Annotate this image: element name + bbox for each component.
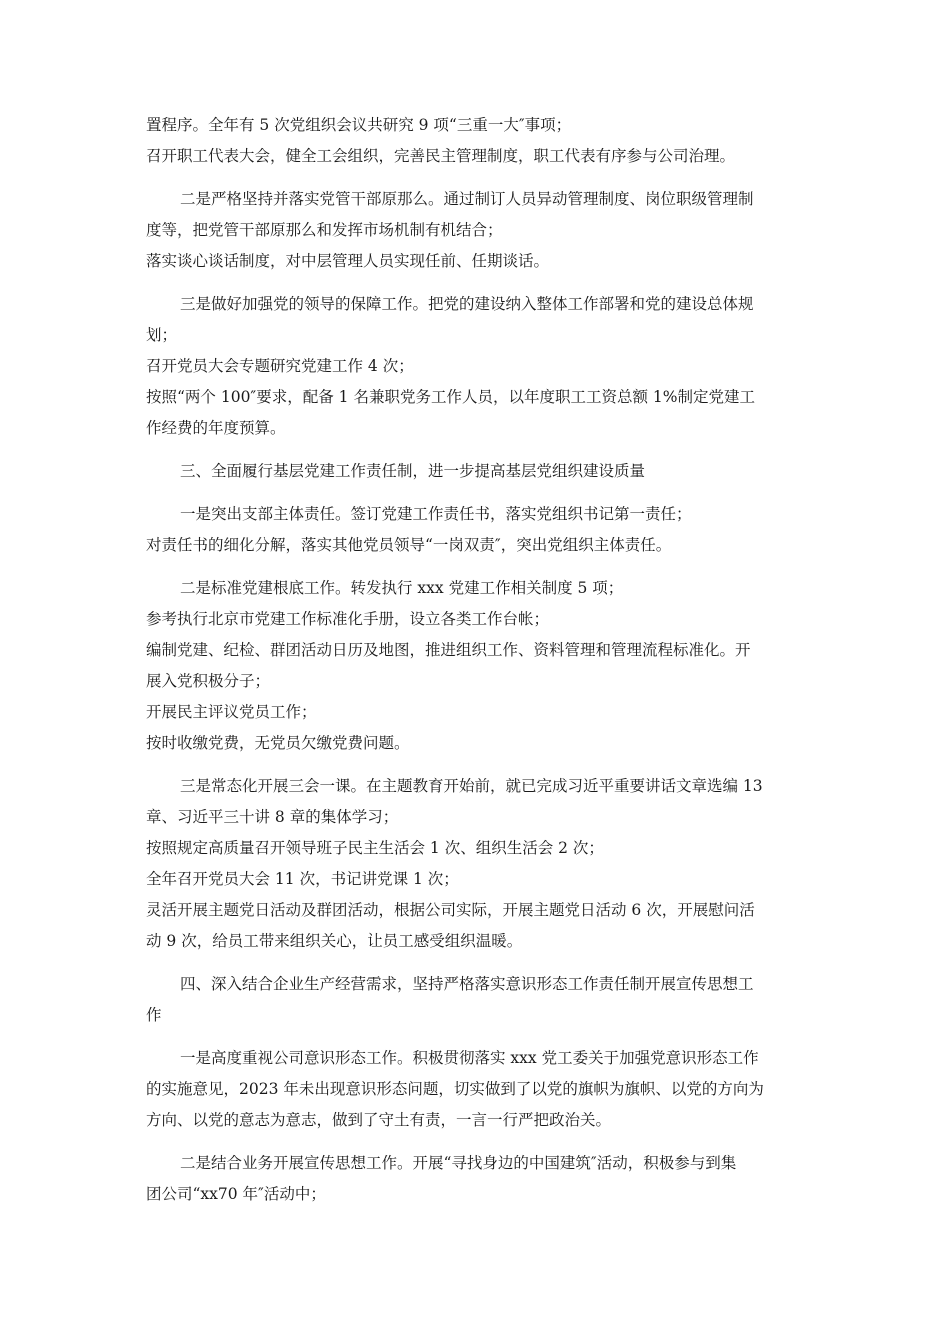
text-line: 灵活开展主题党日活动及群团活动，根据公司实际，开展主题党日活动 6 次，开展慰问活 xyxy=(146,901,755,919)
text-line: 召开党员大会专题研究党建工作 4 次； xyxy=(146,357,414,375)
text-line: 章、习近平三十讲 8 章的集体学习； xyxy=(146,808,399,826)
text-line: 编制党建、纪检、群团活动日历及地图，推进组织工作、资料管理和管理流程标准化。开 xyxy=(146,641,751,659)
text-line: 落实谈心谈话制度，对中层管理人员实现任前、任期谈话。 xyxy=(146,252,550,270)
text-line: 四、深入结合企业生产经营需求，坚持严格落实意识形态工作责任制开展宣传思想工 xyxy=(180,975,754,993)
paragraph xyxy=(146,499,810,561)
text-line: 作 xyxy=(146,1006,162,1024)
text-line: 全年召开党员大会 11 次，书记讲党课 1 次； xyxy=(146,870,459,888)
text-line: 的实施意见，2023 年未出现意识形态问题，切实做到了以党的旗帜为旗帜、以党的方向为 xyxy=(146,1080,764,1098)
text-line: 团公司“xx70 年″活动中； xyxy=(146,1185,326,1203)
paragraph xyxy=(146,573,810,759)
text-line: 对责任书的细化分解，落实其他党员领导“一岗双责″，突出党组织主体责任。 xyxy=(146,536,672,554)
paragraph xyxy=(146,969,810,1031)
paragraph xyxy=(146,456,810,487)
paragraph xyxy=(146,110,810,172)
text-line: 三是做好加强党的领导的保障工作。把党的建设纳入整体工作部署和党的建设总体规 xyxy=(180,295,754,313)
document-page xyxy=(146,110,810,1222)
text-line: 三是常态化开展三会一课。在主题教育开始前，就已完成习近平重要讲话文章选编 13 xyxy=(180,777,763,795)
paragraph xyxy=(146,771,810,957)
text-line: 一是高度重视公司意识形态工作。积极贯彻落实 xxx 党工委关于加强党意识形态工作 xyxy=(180,1049,759,1067)
paragraph xyxy=(146,1043,810,1136)
paragraph xyxy=(146,184,810,277)
text-line: 一是突出支部主体责任。签订党建工作责任书，落实党组织书记第一责任； xyxy=(180,505,692,523)
text-line: 按照“两个 100″要求，配备 1 名兼职党务工作人员，以年度职工工资总额 1%制定党建工 xyxy=(146,388,755,406)
paragraph xyxy=(146,1148,810,1210)
text-line: 划； xyxy=(146,326,178,344)
text-line: 二是严格坚持并落实党管干部原那么。通过制订人员异动管理制度、岗位职级管理制 xyxy=(180,190,754,208)
text-line: 二是结合业务开展宣传思想工作。开展“寻找身边的中国建筑″活动，积极参与到集 xyxy=(180,1154,737,1172)
text-line: 度等，把党管干部原那么和发挥市场机制有机结合； xyxy=(146,221,503,239)
text-line: 置程序。全年有 5 次党组织会议共研究 9 项“三重一大″事项； xyxy=(146,116,572,134)
text-line: 三、全面履行基层党建工作责任制，进一步提高基层党组织建设质量 xyxy=(180,462,646,480)
text-line: 按时收缴党费，无党员欠缴党费问题。 xyxy=(146,734,410,752)
paragraph xyxy=(146,289,810,444)
text-line: 参考执行北京市党建工作标准化手册，设立各类工作台帐； xyxy=(146,610,550,628)
text-line: 召开职工代表大会，健全工会组织，完善民主管理制度，职工代表有序参与公司治理。 xyxy=(146,147,736,165)
text-line: 方向、以党的意志为意志，做到了守土有责，一言一行严把政治关。 xyxy=(146,1111,612,1129)
text-line: 展入党积极分子； xyxy=(146,672,271,690)
text-line: 动 9 次，给员工带来组织关心，让员工感受组织温暖。 xyxy=(146,932,523,950)
text-line: 按照规定高质量召开领导班子民主生活会 1 次、组织生活会 2 次； xyxy=(146,839,604,857)
text-line: 二是标准党建根底工作。转发执行 xxx 党建工作相关制度 5 项； xyxy=(180,579,624,597)
text-line: 作经费的年度预算。 xyxy=(146,419,286,437)
text-line: 开展民主评议党员工作； xyxy=(146,703,317,721)
